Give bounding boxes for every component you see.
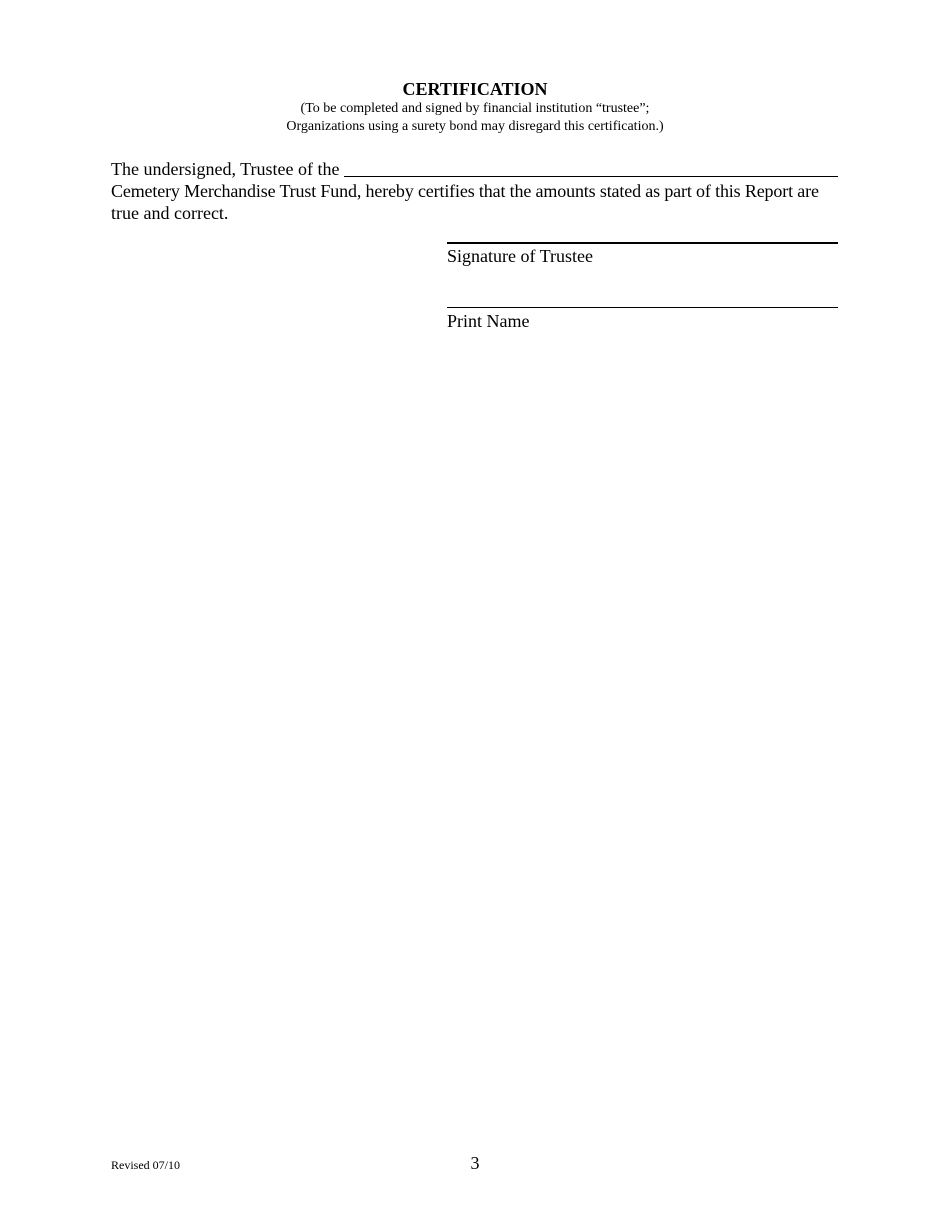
subtitle-line-2: Organizations using a surety bond may disregard this certification.) xyxy=(286,119,664,134)
signature-line[interactable] xyxy=(447,242,838,244)
page-title: CERTIFICATION xyxy=(402,79,548,99)
revision-note: Revised 07/10 xyxy=(111,1158,180,1172)
certification-prefix: The undersigned, Trustee of the xyxy=(111,159,340,179)
signature-label: Signature of Trustee xyxy=(447,246,593,266)
certification-statement-line-1 xyxy=(111,158,838,180)
print-name-line[interactable] xyxy=(447,307,838,308)
certification-statement-line-3: true and correct. xyxy=(111,203,229,223)
certification-statement-line-2: Cemetery Merchandise Trust Fund, hereby certifies that the amounts stated as part of this Report are xyxy=(111,181,819,201)
print-name-label: Print Name xyxy=(447,311,530,331)
trustee-name-field[interactable] xyxy=(344,159,838,177)
subtitle-line-1: (To be completed and signed by financial institution “trustee”; xyxy=(300,101,650,116)
page-number: 3 xyxy=(470,1153,480,1173)
